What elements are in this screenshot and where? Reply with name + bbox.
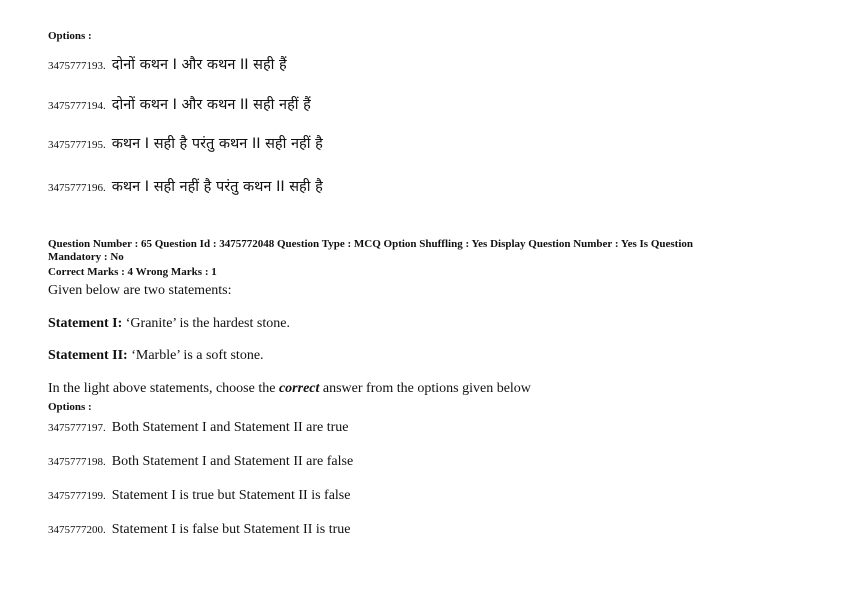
option-id: 3475777196. bbox=[48, 182, 106, 194]
statement-1-text: ‘Granite’ is the hardest stone. bbox=[122, 316, 290, 331]
option-text: Statement I is false but Statement II is true bbox=[111, 522, 351, 537]
option-row[interactable] bbox=[48, 94, 311, 114]
option-id: 3475777195. bbox=[48, 139, 106, 151]
option-text: Both Statement I and Statement II are true bbox=[111, 420, 349, 435]
option-text: कथन I सही नहीं है परंतु कथन II सही है bbox=[111, 179, 323, 195]
option-row[interactable] bbox=[48, 452, 353, 470]
statement-1-label: Statement I: bbox=[48, 316, 123, 331]
statement-1 bbox=[48, 316, 290, 332]
option-id: 3475777193. bbox=[48, 60, 106, 72]
question-instruction bbox=[48, 381, 531, 397]
option-id: 3475777197. bbox=[48, 422, 106, 434]
option-id: 3475777200. bbox=[48, 524, 106, 536]
instruction-post: answer from the options given below bbox=[319, 381, 531, 396]
option-row[interactable] bbox=[48, 520, 350, 538]
question-mandatory: Mandatory : No bbox=[48, 251, 124, 263]
question-intro: Given below are two statements: bbox=[48, 283, 232, 298]
option-row[interactable] bbox=[48, 176, 323, 196]
statement-2 bbox=[48, 348, 264, 364]
instruction-emphasis: correct bbox=[278, 381, 320, 396]
options-label: Options : bbox=[48, 401, 92, 413]
option-text: Both Statement I and Statement II are false bbox=[111, 454, 354, 469]
option-text: दोनों कथन I और कथन II सही हैं bbox=[111, 57, 287, 73]
option-id: 3475777198. bbox=[48, 456, 106, 468]
option-row[interactable] bbox=[48, 418, 349, 436]
statement-2-text: ‘Marble’ is a soft stone. bbox=[127, 348, 264, 363]
option-row[interactable] bbox=[48, 54, 287, 74]
option-text: कथन I सही है परंतु कथन II सही नहीं है bbox=[111, 136, 323, 152]
instruction-pre: In the light above statements, choose the bbox=[48, 381, 279, 396]
options-label: Options : bbox=[48, 30, 92, 42]
question-meta: Question Number : 65 Question Id : 3475772048 Question Type : MCQ Option Shuffling : Yes Display Question Number : Yes Is Question bbox=[48, 238, 693, 250]
option-id: 3475777194. bbox=[48, 100, 106, 112]
option-row[interactable] bbox=[48, 486, 350, 504]
question-marks: Correct Marks : 4 Wrong Marks : 1 bbox=[48, 266, 217, 278]
option-text: Statement I is true but Statement II is false bbox=[111, 488, 351, 503]
statement-2-label: Statement II: bbox=[48, 348, 128, 363]
option-row[interactable] bbox=[48, 133, 323, 153]
option-id: 3475777199. bbox=[48, 490, 106, 502]
option-text: दोनों कथन I और कथन II सही नहीं हैं bbox=[111, 97, 311, 113]
